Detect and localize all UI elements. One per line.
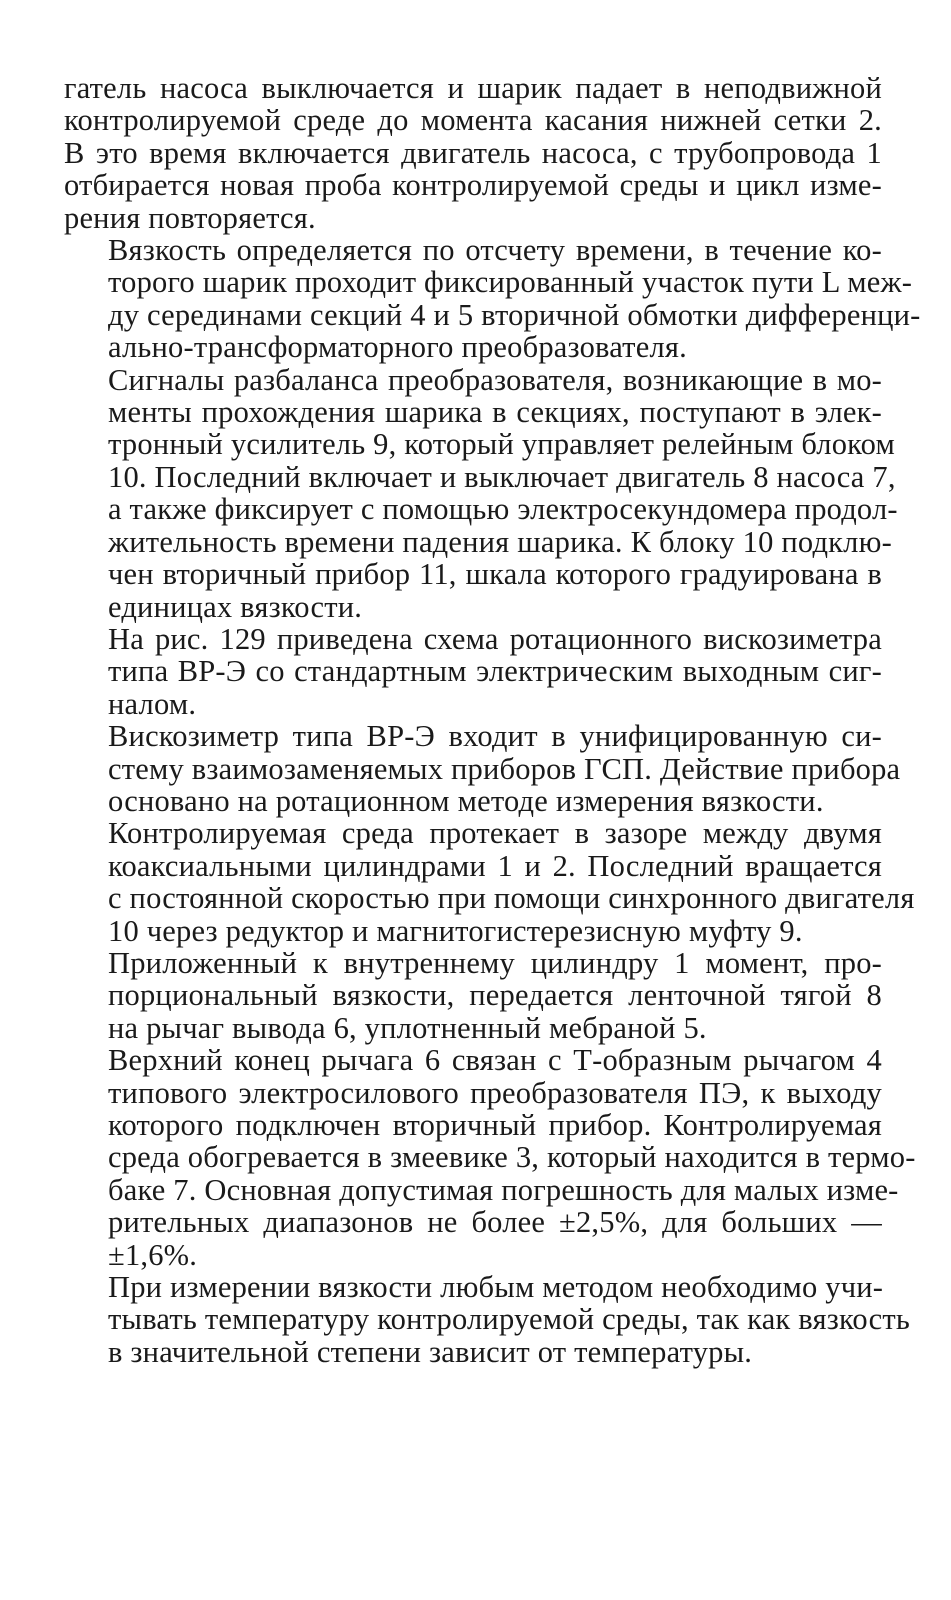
text-line: Контролируемая среда протекает в зазоре между двумя	[108, 816, 882, 851]
text-line: которого подключен вторичный прибор. Контролируемая	[108, 1108, 882, 1142]
text-line: единицах вязкости.	[108, 589, 363, 624]
text-line: Вязкость определяется по отсчету времени, в течение ко-	[108, 233, 882, 268]
text-line: торого шарик проходит фиксированный участок пути L меж-	[108, 265, 913, 300]
text-line: типа ВР-Э со стандартным электрическим выходным сиг-	[108, 654, 882, 689]
text-line: гатель насоса выключается и шарик падает в неподвижной	[64, 71, 882, 105]
document-page	[64, 71, 921, 1369]
text-line: среда обогревается в змеевике 3, который находится в термо-	[108, 1140, 916, 1175]
paragraph-3	[64, 362, 898, 624]
text-line: рения повторяется.	[64, 200, 316, 235]
text-line: жительность времени падения шарика. К блоку 10 подклю-	[108, 524, 892, 559]
text-line: баке 7. Основная допустимая погрешность для малых изме-	[108, 1172, 899, 1207]
text-line: на рычаг вывода 6, уплотненный мебраной 5.	[108, 1010, 707, 1045]
text-line: тывать температуру контролируемой среды, так как вязкость	[108, 1302, 911, 1337]
text-line: налом.	[108, 686, 197, 721]
text-line: ±1,6%.	[108, 1237, 198, 1272]
text-line: с постоянной скоростью при помощи синхронного двигателя	[108, 881, 915, 916]
text-line: рительных диапазонов не более ±2,5%, для больших —	[108, 1205, 882, 1240]
text-line: типового электросилового преобразователя ПЭ, к выходу	[108, 1075, 882, 1110]
text-line: контролируемой среде до момента касания нижней сетки 2.	[64, 103, 882, 138]
paragraph-1	[64, 72, 882, 234]
text-line: отбирается новая проба контролируемой среды и цикл изме-	[64, 168, 882, 203]
text-line: 10 через редуктор и магнитогистерезисную муфту 9.	[108, 913, 803, 948]
text-line: В это время включается двигатель насоса, с трубопровода 1	[64, 135, 882, 170]
paragraph-4	[64, 623, 882, 720]
text-line: тронный усилитель 9, который управляет релейным блоком	[108, 427, 896, 462]
text-line: При измерении вязкости любым методом необходимо учи-	[108, 1270, 884, 1305]
paragraph-9	[64, 1270, 911, 1369]
text-line: Приложенный к внутреннему цилиндру 1 момент, про-	[108, 945, 882, 980]
text-line: ду серединами секций 4 и 5 вторичной обмотки дифференци-	[108, 297, 921, 332]
text-line: менты прохождения шарика в секциях, поступают в элек-	[108, 395, 882, 430]
text-line: На рис. 129 приведена схема ротационного вискозиметра	[108, 621, 882, 656]
text-line: порциональный вязкости, передается ленточной тягой 8	[108, 978, 882, 1013]
text-line: а также фиксирует с помощью электросекундомера продол-	[108, 492, 898, 527]
paragraph-5	[64, 719, 901, 818]
text-line: стему взаимозаменяемых приборов ГСП. Действие прибора	[108, 751, 901, 786]
paragraph-6	[64, 816, 915, 948]
text-line: чен вторичный прибор 11, шкала которого градуирована в	[108, 557, 882, 592]
text-line: ально-трансформаторного преобразователя.	[108, 330, 687, 365]
text-line: Вискозиметр типа ВР-Э входит в унифицированную си-	[108, 719, 882, 754]
paragraph-7	[64, 947, 882, 1044]
text-line: Верхний конец рычага 6 связан с Т-образным рычагом 4	[108, 1043, 882, 1078]
text-line: 10. Последний включает и выключает двигатель 8 насоса 7,	[108, 459, 896, 494]
paragraph-2	[64, 233, 921, 365]
text-line: Сигналы разбаланса преобразователя, возникающие в мо-	[108, 362, 882, 397]
text-line: в значительной степени зависит от температуры.	[108, 1334, 753, 1369]
paragraph-8	[64, 1043, 916, 1272]
text-line: основано на ротационном методе измерения вязкости.	[108, 783, 824, 818]
text-line: коаксиальными цилиндрами 1 и 2. Последний вращается	[108, 848, 882, 883]
